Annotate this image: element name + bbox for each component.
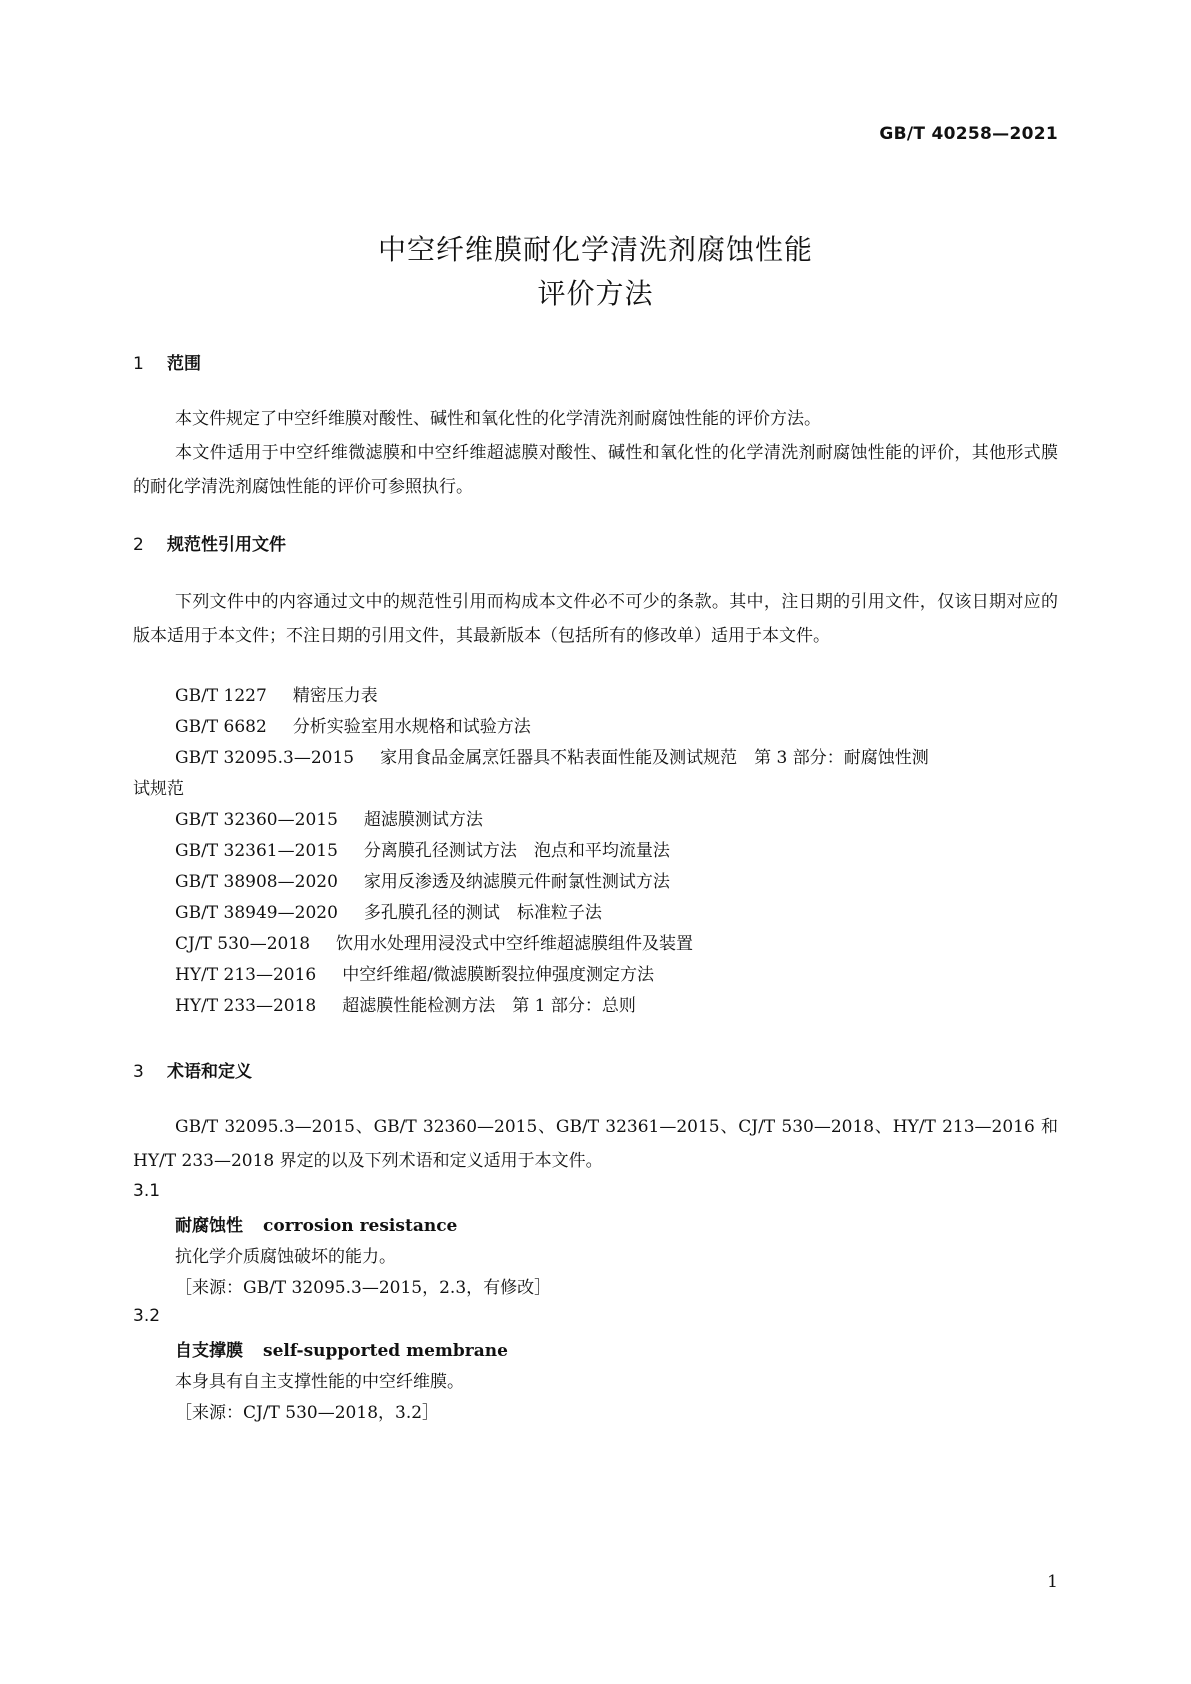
reference-title: 分析实验室用水规格和试验方法 (292, 717, 531, 737)
reference-code: GB/T 32360—2015 (175, 810, 338, 830)
reference-code: GB/T 32095.3—2015 (175, 748, 355, 768)
reference-title: 家用食品金属烹饪器具不粘表面性能及测试规范 第 3 部分：耐腐蚀性测 (380, 748, 929, 768)
reference-title: 分离膜孔径测试方法 泡点和平均流量法 (363, 841, 670, 861)
reference-code: GB/T 38908—2020 (175, 872, 338, 892)
reference-title: 家用反渗透及纳滤膜元件耐氯性测试方法 (363, 872, 670, 892)
section-3-heading (133, 1057, 252, 1082)
reference-item (175, 803, 1060, 837)
reference-item (175, 927, 1060, 961)
reference-item (175, 958, 1060, 992)
reference-code: GB/T 6682 (175, 717, 267, 737)
section-number: 3 (133, 1062, 144, 1082)
document-title-line-2: 评价方法 (537, 277, 654, 310)
section-1-heading (133, 349, 201, 374)
term-english: corrosion resistance (263, 1216, 458, 1236)
reference-title: 超滤膜性能检测方法 第 1 部分：总则 (342, 996, 636, 1016)
reference-code: CJ/T 530—2018 (175, 934, 311, 954)
section-1-paragraph-1: 本文件规定了中空纤维膜对酸性、碱性和氧化性的化学清洗剂耐腐蚀性能的评价方法。 (175, 409, 821, 429)
reference-item (175, 679, 1060, 713)
page-number: 1 (1047, 1572, 1058, 1592)
reference-title: 饮用水处理用浸没式中空纤维超滤膜组件及装置 (336, 934, 694, 954)
reference-title: 中空纤维超/微滤膜断裂拉伸强度测定方法 (342, 965, 654, 985)
section-title: 规范性引用文件 (167, 535, 286, 555)
section-2-heading (133, 530, 286, 555)
reference-title: 多孔膜孔径的测试 标准粒子法 (363, 903, 602, 923)
term-chinese: 自支撑膜 (175, 1341, 243, 1361)
term-chinese: 耐腐蚀性 (175, 1216, 243, 1236)
reference-item (175, 710, 1060, 744)
reference-code: GB/T 32361—2015 (175, 841, 338, 861)
section-3-intro: GB/T 32095.3—2015、GB/T 32360—2015、GB/T 32361—2015、CJ/T 530—2018、HY/T 213—2016 和 HY/T 233—2018 界定的以及下列术语和定义适用于本文件。 (133, 1117, 1058, 1171)
section-number: 1 (133, 354, 144, 374)
reference-code: GB/T 1227 (175, 686, 267, 706)
term-source: ［来源：GB/T 32095.3—2015，2.3，有修改］ (175, 1278, 552, 1298)
reference-title: 精密压力表 (292, 686, 378, 706)
term-source: ［来源：CJ/T 530—2018，3.2］ (175, 1403, 440, 1423)
reference-code: HY/T 213—2016 (175, 965, 317, 985)
term-number: 3.2 (133, 1306, 161, 1326)
document-code: GB/T 40258—2021 (879, 124, 1058, 144)
term-number: 3.1 (133, 1181, 161, 1201)
document-title-line-1: 中空纤维膜耐化学清洗剂腐蚀性能 (377, 233, 813, 266)
section-title: 范围 (167, 354, 201, 374)
term-english: self-supported membrane (263, 1341, 508, 1361)
reference-code: HY/T 233—2018 (175, 996, 317, 1016)
reference-code: GB/T 38949—2020 (175, 903, 338, 923)
reference-item (175, 865, 1060, 899)
term-definition: 本身具有自主支撑性能的中空纤维膜。 (175, 1372, 464, 1392)
reference-title: 超滤膜测试方法 (363, 810, 483, 830)
reference-item (175, 834, 1060, 868)
reference-item (175, 989, 1060, 1023)
section-number: 2 (133, 535, 144, 555)
reference-item (175, 741, 1060, 775)
term-definition: 抗化学介质腐蚀破坏的能力。 (175, 1247, 396, 1267)
section-1-paragraph-2: 本文件适用于中空纤维微滤膜和中空纤维超滤膜对酸性、碱性和氧化性的化学清洗剂耐腐蚀性能的评价，其他形式膜的耐化学清洗剂腐蚀性能的评价可参照执行。 (133, 443, 1058, 497)
reference-title-continuation: 试规范 (133, 779, 184, 799)
reference-item (175, 896, 1060, 930)
term-heading (175, 1211, 457, 1236)
section-title: 术语和定义 (167, 1062, 252, 1082)
term-heading (175, 1336, 508, 1361)
section-2-intro: 下列文件中的内容通过文中的规范性引用而构成本文件必不可少的条款。其中，注日期的引用文件，仅该日期对应的版本适用于本文件；不注日期的引用文件，其最新版本（包括所有的修改单）适用于本文件。 (133, 592, 1058, 646)
